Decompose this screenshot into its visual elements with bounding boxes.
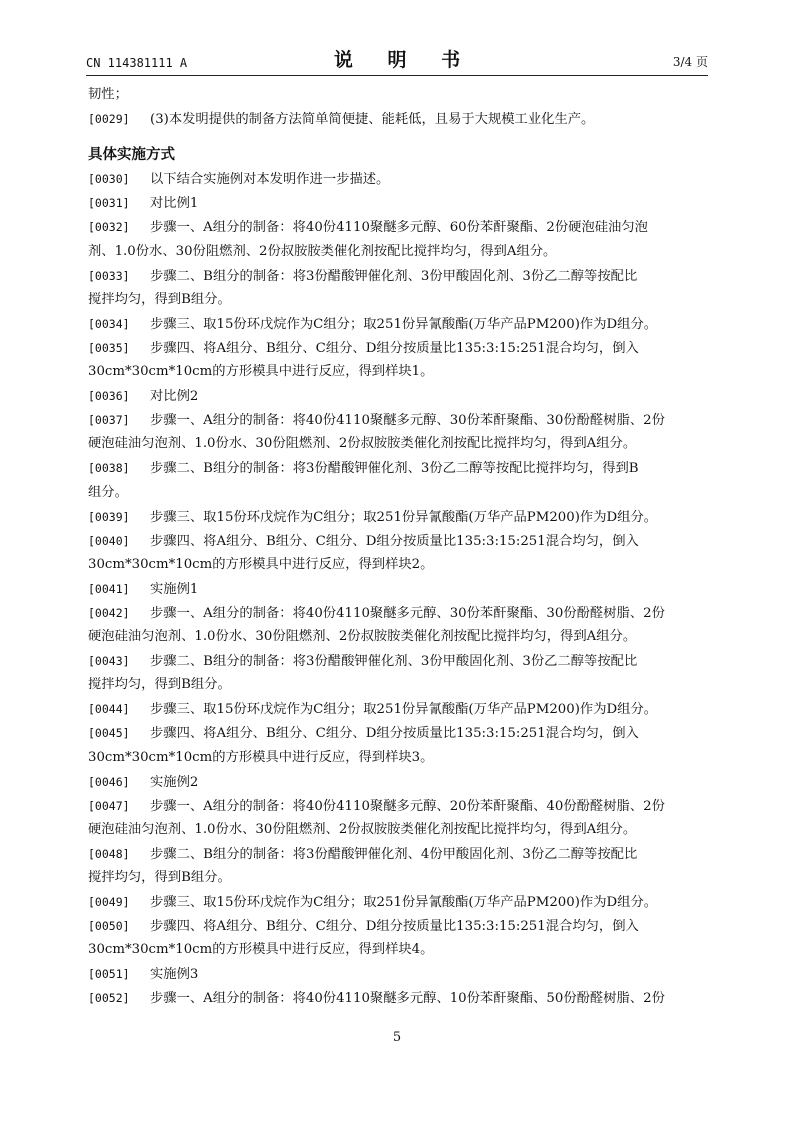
paragraph-text: 步骤三、取15份环戊烷作为C组分；取251份异氰酸酯(万华产品PM200)作为D组分。 <box>150 316 658 332</box>
continued-text: 韧性； <box>88 87 128 102</box>
paragraph-number: [0046] <box>88 774 130 789</box>
paragraph-number: [0045] <box>88 726 130 741</box>
paragraph-text: 30cm*30cm*10cm的方形模具中进行反应，得到样块3。 <box>88 749 434 765</box>
paragraph-number: [0032] <box>88 220 130 235</box>
text-line <box>88 215 708 239</box>
paragraph-text: 步骤一、A组分的制备：将40份4110聚醚多元醇、30份苯酐聚酯、30份酚醛树脂、2份 <box>150 605 665 621</box>
text-line <box>88 818 708 842</box>
paragraph-text: 实施例2 <box>150 774 199 790</box>
paragraph-number: [0041] <box>88 581 130 596</box>
paragraph-text: 步骤一、A组分的制备：将40份4110聚醚多元醇、20份苯酐聚酯、40份酚醛树脂、2份 <box>150 798 665 814</box>
text-line <box>88 167 708 191</box>
text-line <box>88 986 708 1010</box>
paragraph-number: [0030] <box>88 172 130 187</box>
text-line <box>88 191 708 215</box>
paragraph-text: 步骤二、B组分的制备：将3份醋酸钾催化剂、3份乙二醇等按配比搅拌均匀，得到B <box>150 461 639 477</box>
paragraph-text: 搅拌均匀，得到B组分。 <box>88 291 231 307</box>
patent-number: CN 114381111 A <box>86 56 188 70</box>
paragraph-text: 实施例3 <box>150 967 199 983</box>
text-line <box>88 553 708 577</box>
text-line <box>88 673 708 697</box>
text-line <box>88 505 708 529</box>
paragraph-text: 步骤四、将A组分、B组分、C组分、D组分按质量比135:3:15:251混合均匀，倒入 <box>150 726 639 742</box>
paragraph-text: 步骤三、取15份环戊烷作为C组分；取251份异氰酸酯(万华产品PM200)作为D组分。 <box>150 509 658 525</box>
paragraph-text: 硬泡硅油匀泡剂、1.0份水、30份阻燃剂、2份叔胺胺类催化剂按配比搅拌均匀，得到A组分。 <box>88 629 637 645</box>
paragraph-text: 步骤四、将A组分、B组分、C组分、D组分按质量比135:3:15:251混合均匀，倒入 <box>150 533 639 549</box>
paragraph-text: 30cm*30cm*10cm的方形模具中进行反应，得到样块1。 <box>88 364 434 380</box>
paragraph-text: 步骤一、A组分的制备：将40份4110聚醚多元醇、60份苯酐聚酯、2份硬泡硅油匀泡 <box>150 220 648 236</box>
paragraph-text: 对比例1 <box>150 196 199 212</box>
paragraph-number: [0038] <box>88 461 130 476</box>
paragraph-number: [0031] <box>88 196 130 211</box>
paragraph-number: [0050] <box>88 919 130 934</box>
text-line <box>88 649 708 673</box>
paragraph-text: 步骤二、B组分的制备：将3份醋酸钾催化剂、3份甲酸固化剂、3份乙二醇等按配比 <box>150 654 638 670</box>
text-line <box>88 625 708 649</box>
text-line <box>88 697 708 721</box>
text-line <box>88 336 708 360</box>
paragraph-text: 搅拌均匀，得到B组分。 <box>88 677 231 693</box>
paragraph-number: [0037] <box>88 413 130 428</box>
paragraph-number: [0042] <box>88 605 130 620</box>
text-line <box>88 866 708 890</box>
text-line <box>88 288 708 312</box>
text-line <box>88 794 708 818</box>
text-line <box>88 312 708 336</box>
paragraph-text: 30cm*30cm*10cm的方形模具中进行反应，得到样块4。 <box>88 942 434 958</box>
text-line <box>88 384 708 408</box>
paragraph-number: [0052] <box>88 991 130 1006</box>
paragraph-number: [0039] <box>88 509 130 524</box>
text-line <box>88 481 708 505</box>
paragraph-number: [0044] <box>88 702 130 717</box>
paragraph-text: 步骤四、将A组分、B组分、C组分、D组分按质量比135:3:15:251混合均匀，倒入 <box>150 340 639 356</box>
text-line <box>88 938 708 962</box>
paragraph-text: 搅拌均匀，得到B组分。 <box>88 870 231 885</box>
paragraph-number: [0033] <box>88 268 130 283</box>
text-line <box>88 842 708 866</box>
text-line <box>88 721 708 745</box>
text-line <box>88 408 708 432</box>
paragraph-text: 步骤三、取15份环戊烷作为C组分；取251份异氰酸酯(万华产品PM200)作为D组分。 <box>150 702 658 718</box>
paragraph-number: [0035] <box>88 340 130 355</box>
text-line <box>88 914 708 938</box>
text-line <box>88 432 708 456</box>
paragraph-text: 步骤二、B组分的制备：将3份醋酸钾催化剂、4份甲酸固化剂、3份乙二醇等按配比 <box>150 846 638 862</box>
paragraph-text: 剂、1.0份水、30份阻燃剂、2份叔胺胺类催化剂按配比搅拌均匀，得到A组分。 <box>88 243 557 259</box>
paragraph-0029 <box>88 107 708 131</box>
paragraph-text: 步骤二、B组分的制备：将3份醋酸钾催化剂、3份甲酸固化剂、3份乙二醇等按配比 <box>150 268 638 284</box>
paragraph-text: 步骤三、取15份环戊烷作为C组分；取251份异氰酸酯(万华产品PM200)作为D组分。 <box>150 895 658 911</box>
paragraph-text: 步骤一、A组分的制备：将40份4110聚醚多元醇、10份苯酐聚酯、50份酚醛树脂、2份 <box>150 991 665 1007</box>
text-line <box>88 577 708 601</box>
paragraph-number: [0043] <box>88 654 130 669</box>
text-line <box>88 601 708 625</box>
page-indicator: 3/4 页 <box>672 55 708 69</box>
document-title: 说 明 书 <box>333 49 475 71</box>
paragraph-number: [0029] <box>88 112 130 127</box>
text-line <box>88 360 708 384</box>
paragraph-number: [0036] <box>88 389 130 404</box>
paragraph-number: [0040] <box>88 533 130 548</box>
text-line <box>88 890 708 914</box>
paragraph-text: (3)本发明提供的制备方法简单简便捷、能耗低，且易于大规模工业化生产。 <box>150 112 595 128</box>
paragraph-text: 30cm*30cm*10cm的方形模具中进行反应，得到样块2。 <box>88 556 434 572</box>
paragraph-number: [0034] <box>88 316 130 331</box>
paragraph-number: [0047] <box>88 798 130 813</box>
page-header <box>86 46 708 74</box>
page-number: 5 <box>392 1030 402 1045</box>
text-line <box>88 456 708 480</box>
header-divider <box>86 75 708 76</box>
text-line <box>88 770 708 794</box>
section-spacer <box>88 131 708 143</box>
section-heading: 具体实施方式 <box>88 147 175 164</box>
paragraph-text: 实施例1 <box>150 581 199 597</box>
text-line <box>88 746 708 770</box>
paragraph-text: 硬泡硅油匀泡剂、1.0份水、30份阻燃剂、2份叔胺胺类催化剂按配比搅拌均匀，得到A组分。 <box>88 821 637 837</box>
paragraph-list <box>88 167 708 1010</box>
text-line <box>88 240 708 264</box>
paragraph-text: 步骤一、A组分的制备：将40份4110聚醚多元醇、30份苯酐聚酯、30份酚醛树脂、2份 <box>150 413 665 429</box>
paragraph-text: 组分。 <box>88 484 128 500</box>
text-line <box>88 962 708 986</box>
paragraph-number: [0051] <box>88 967 130 982</box>
paragraph-text: 硬泡硅油匀泡剂、1.0份水、30份阻燃剂、2份叔胺胺类催化剂按配比搅拌均匀，得到A组分。 <box>88 436 637 452</box>
paragraph-text: 步骤四、将A组分、B组分、C组分、D组分按质量比135:3:15:251混合均匀，倒入 <box>150 919 639 935</box>
text-line <box>88 264 708 288</box>
paragraph-number: [0049] <box>88 895 130 910</box>
paragraph-text: 以下结合实施例对本发明作进一步描述。 <box>150 172 390 188</box>
paragraph-number: [0048] <box>88 846 130 861</box>
paragraph-text: 对比例2 <box>150 389 199 405</box>
document-body <box>88 83 708 1011</box>
text-line <box>88 529 708 553</box>
